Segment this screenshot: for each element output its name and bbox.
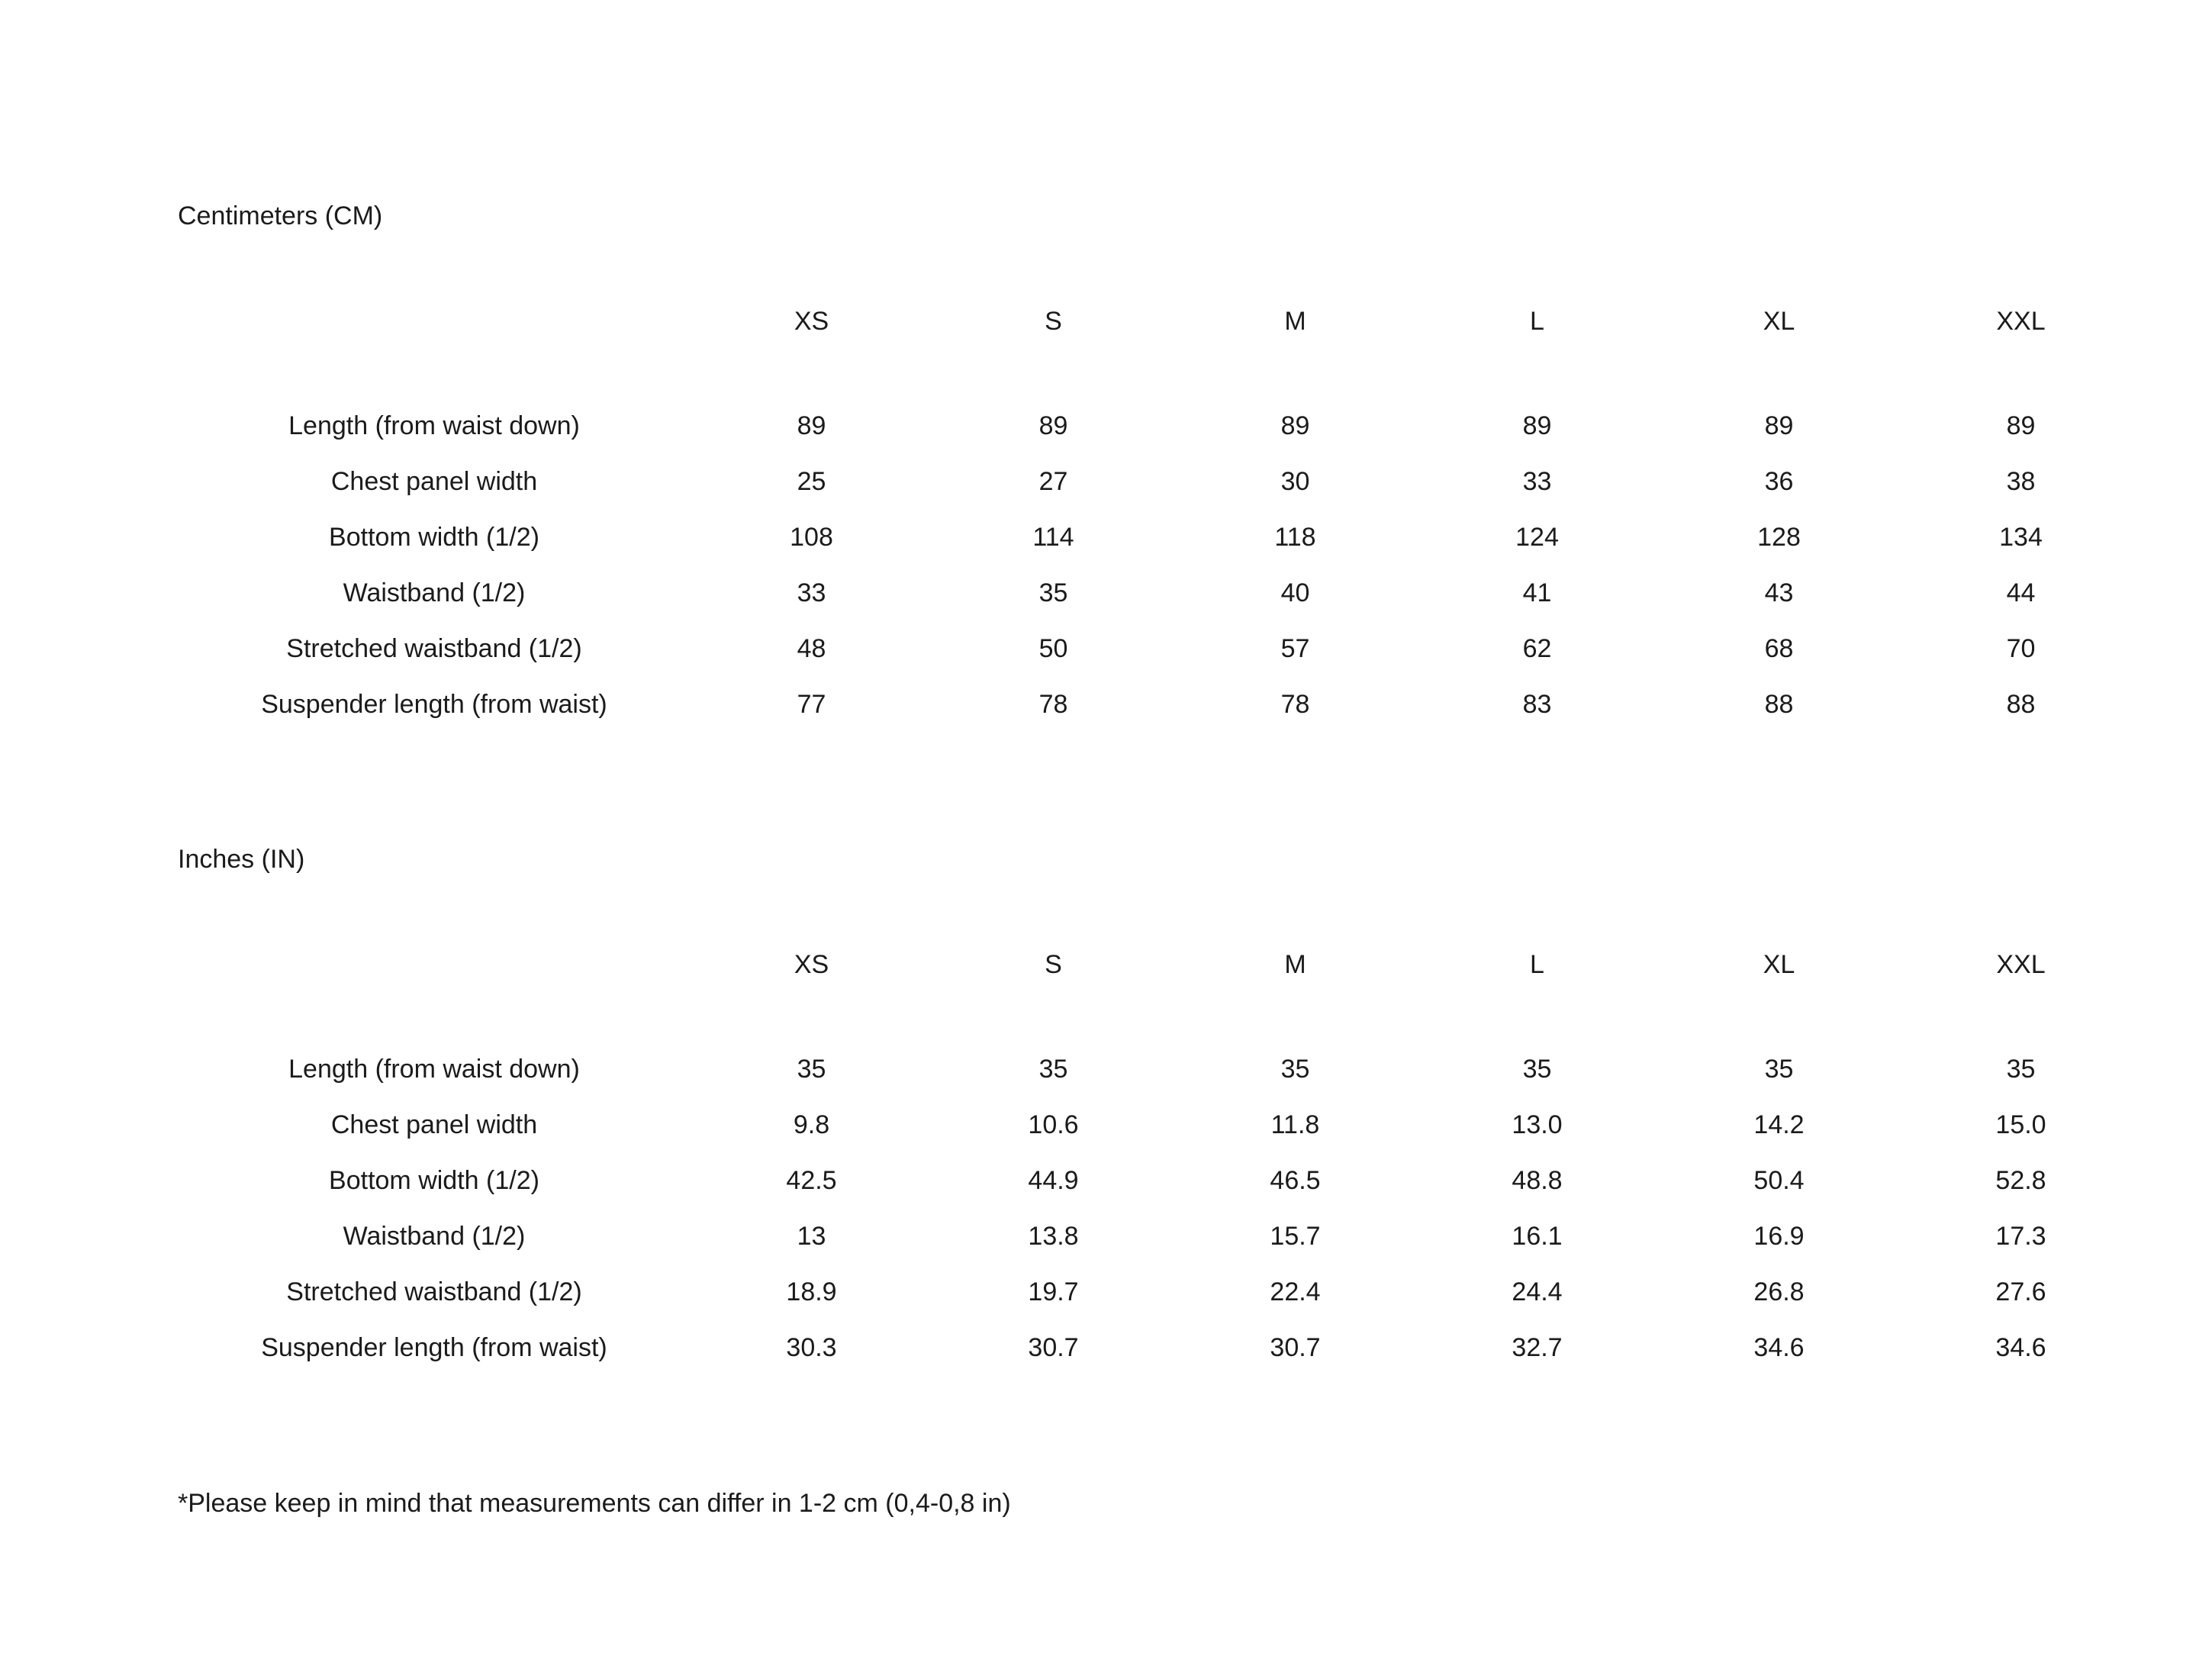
cell: 62	[1522, 634, 1552, 663]
cell: 18.9	[786, 1277, 837, 1306]
size-header-xs: XS	[794, 950, 829, 979]
row-label: Suspender length (from waist)	[261, 1333, 607, 1362]
row-label: Chest panel width	[330, 1110, 538, 1139]
row-label: Suspender length (from waist)	[261, 690, 607, 719]
cell: 30.3	[786, 1333, 837, 1362]
measurement-disclaimer: *Please keep in mind that measurements can differ in 1-2 cm (0,4-0,8 in)	[178, 1489, 1011, 1518]
cell: 83	[1522, 690, 1552, 719]
cell: 33	[797, 578, 826, 607]
cell: 13.0	[1512, 1110, 1563, 1139]
cell: 48	[797, 634, 826, 663]
in-header-empty-cell	[178, 937, 691, 993]
cell: 88	[2006, 690, 2036, 719]
cell: 89	[1280, 411, 1310, 440]
cell: 27	[1038, 467, 1068, 496]
size-header-s: S	[1045, 307, 1062, 336]
cell: 35	[1038, 1055, 1068, 1084]
cell: 118	[1274, 523, 1316, 552]
cell: 134	[1999, 523, 2043, 552]
cell: 35	[2006, 1055, 2036, 1084]
cell: 89	[1038, 411, 1068, 440]
cell: 25	[797, 467, 826, 496]
table-row	[178, 1042, 2142, 1097]
size-header-xxl: XXL	[1996, 307, 2046, 336]
table-row	[178, 677, 2142, 733]
cell: 78	[1038, 690, 1068, 719]
cell: 48.8	[1512, 1166, 1563, 1195]
cell: 14.2	[1753, 1110, 1805, 1139]
table-row	[178, 510, 2142, 565]
cm-section	[178, 201, 2151, 733]
in-header-row	[178, 937, 2142, 993]
cell: 35	[1038, 578, 1068, 607]
size-header-l: L	[1530, 307, 1544, 336]
table-row	[178, 1153, 2142, 1209]
cell: 78	[1280, 690, 1310, 719]
table-row	[178, 454, 2142, 510]
cell: 114	[1032, 523, 1074, 552]
cell: 88	[1764, 690, 1794, 719]
cell: 27.6	[1995, 1277, 2046, 1306]
cell: 38	[2006, 467, 2036, 496]
cell: 10.6	[1028, 1110, 1079, 1139]
cell: 50.4	[1753, 1166, 1805, 1195]
cell: 46.5	[1270, 1166, 1321, 1195]
size-header-m: M	[1284, 950, 1306, 979]
cell: 52.8	[1995, 1166, 2046, 1195]
cell: 36	[1764, 467, 1794, 496]
table-row	[178, 565, 2142, 621]
cell: 34.6	[1753, 1333, 1805, 1362]
cell: 22.4	[1270, 1277, 1321, 1306]
cell: 108	[790, 523, 833, 552]
cell: 35	[1764, 1055, 1794, 1084]
cell: 70	[2006, 634, 2036, 663]
spacer-row	[178, 350, 2142, 398]
table-row	[178, 1264, 2142, 1320]
size-header-xl: XL	[1763, 950, 1795, 979]
spacer-row	[178, 993, 2142, 1042]
cm-table-title: Centimeters (CM)	[178, 201, 383, 230]
cell: 89	[2006, 411, 2036, 440]
cell: 35	[797, 1055, 826, 1084]
cm-table	[178, 294, 2142, 733]
cell: 19.7	[1028, 1277, 1079, 1306]
size-header-xxl: XXL	[1996, 950, 2046, 979]
in-table	[178, 937, 2142, 1376]
row-label: Waistband (1/2)	[343, 578, 526, 607]
cell: 41	[1522, 578, 1552, 607]
cell: 35	[1280, 1055, 1310, 1084]
cell: 40	[1280, 578, 1310, 607]
row-label: Waistband (1/2)	[343, 1222, 526, 1251]
cell: 42.5	[786, 1166, 837, 1195]
cell: 35	[1522, 1055, 1552, 1084]
cell: 44	[2006, 578, 2036, 607]
cell: 33	[1522, 467, 1552, 496]
cell: 43	[1764, 578, 1794, 607]
row-label: Bottom width (1/2)	[329, 1166, 539, 1195]
table-row	[178, 621, 2142, 677]
size-header-l: L	[1530, 950, 1544, 979]
cm-header-row	[178, 294, 2142, 350]
cell: 11.8	[1270, 1110, 1320, 1139]
cell: 17.3	[1995, 1222, 2046, 1251]
cell: 34.6	[1995, 1333, 2046, 1362]
row-label: Stretched waistband (1/2)	[286, 634, 582, 663]
cell: 30.7	[1028, 1333, 1079, 1362]
size-header-xs: XS	[794, 307, 829, 336]
cell: 30	[1280, 467, 1310, 496]
cell: 24.4	[1512, 1277, 1563, 1306]
cell: 32.7	[1512, 1333, 1563, 1362]
row-label: Chest panel width	[330, 467, 538, 496]
cell: 77	[797, 690, 826, 719]
cell: 68	[1764, 634, 1794, 663]
table-row	[178, 398, 2142, 454]
cell: 44.9	[1028, 1166, 1079, 1195]
cell: 15.0	[1995, 1110, 2046, 1139]
in-section	[178, 844, 2151, 1376]
cell: 89	[797, 411, 826, 440]
table-row	[178, 1320, 2142, 1376]
row-label: Bottom width (1/2)	[329, 523, 539, 552]
cell: 16.1	[1512, 1222, 1563, 1251]
spacer-cell	[178, 993, 2142, 1042]
cell: 26.8	[1753, 1277, 1805, 1306]
size-header-xl: XL	[1763, 307, 1795, 336]
row-label: Length (from waist down)	[288, 1055, 580, 1084]
cell: 57	[1280, 634, 1310, 663]
in-table-title: Inches (IN)	[178, 845, 305, 874]
row-label: Stretched waistband (1/2)	[286, 1277, 582, 1306]
cell: 128	[1757, 523, 1801, 552]
cm-header-empty-cell	[178, 294, 691, 350]
cell: 89	[1764, 411, 1794, 440]
size-header-s: S	[1045, 950, 1062, 979]
cell: 50	[1038, 634, 1068, 663]
row-label: Length (from waist down)	[288, 411, 580, 440]
cell: 16.9	[1753, 1222, 1805, 1251]
size-header-m: M	[1284, 307, 1306, 336]
cell: 15.7	[1270, 1222, 1321, 1251]
cell: 13	[797, 1222, 826, 1251]
cell: 89	[1522, 411, 1552, 440]
cell: 9.8	[793, 1110, 830, 1139]
cell: 124	[1515, 523, 1559, 552]
cell: 30.7	[1270, 1333, 1321, 1362]
cell: 13.8	[1028, 1222, 1079, 1251]
spacer-cell	[178, 350, 2142, 398]
table-row	[178, 1209, 2142, 1264]
table-row	[178, 1097, 2142, 1153]
